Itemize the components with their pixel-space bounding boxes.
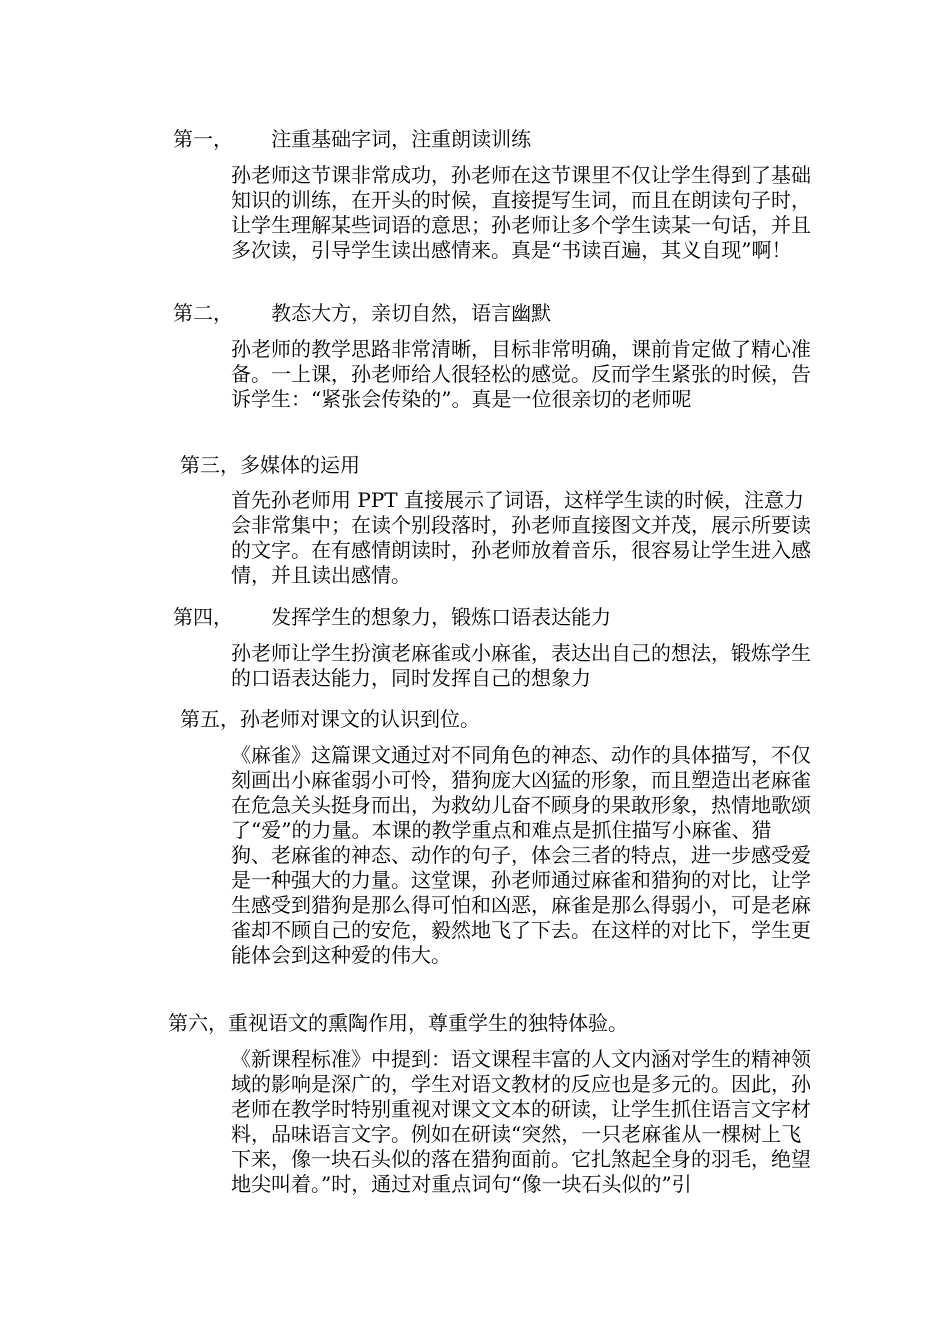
section-5-body: 《麻雀》这篇课文通过对不同角色的神态、动作的具体描写，不仅刻画出小麻雀弱小可怜，猎狗庞大凶猛的形象，而且塑造出老麻雀在危急关头挺身而出，为救幼儿奋不顾身的果敢形象，热情地歌颂了“爱”的力量。本课的教学重点和难点是抓住描写小麻雀、猎狗、老麻雀的神态、动作的句子，体会三者的特点，进一步感受爱是一种强大的力量。这堂课，孙老师通过麻雀和猎狗的对比，让学生感受到猎狗是那么得可怕和凶恶，麻雀是那么得弱小，可是老麻雀却不顾自己的安危，毅然地飞了下去。在这样的对比下，学生更能体会到这种爱的伟大。	[231, 743, 811, 967]
section-2-heading: 第二， 教态大方，亲切自然，语言幽默	[173, 301, 552, 325]
section-6-heading: 第六，重视语文的熏陶作用，尊重学生的独特体验。	[168, 1011, 628, 1035]
section-6-body: 《新课程标准》中提到：语文课程丰富的人文内涵对学生的精神领域的影响是深广的，学生对语文教材的反应也是多元的。因此，孙老师在教学时特别重视对课文文本的研读，让学生抓住语言文字材料，品味语言文字。例如在研读“突然，一只老麻雀从一棵树上飞下来，像一块石头似的落在猎狗面前。它扎煞起全身的羽毛，绝望地尖叫着。”时，通过对重点词句“像一块石头似的”引	[231, 1047, 811, 1196]
section-3-heading: 第三，多媒体的运用	[180, 453, 360, 477]
section-5-heading: 第五，孙老师对课文的认识到位。	[180, 707, 480, 731]
section-1-heading: 第一， 注重基础字词，注重朗读训练	[173, 127, 532, 151]
section-2-body: 孙老师的教学思路非常清晰，目标非常明确，课前肯定做了精心准备。一上课，孙老师给人很轻松的感觉。反而学生紧张的时候，告诉学生：“紧张会传染的”。真是一位很亲切的老师呢	[231, 337, 811, 411]
section-4-body: 孙老师让学生扮演老麻雀或小麻雀，表达出自己的想法，锻炼学生的口语表达能力，同时发挥自己的想象力	[231, 641, 811, 690]
section-1-body: 孙老师这节课非常成功，孙老师在这节课里不仅让学生得到了基础知识的训练，在开头的时候，直接提写生词，而且在朗读句子时，让学生理解某些词语的意思；孙老师让多个学生读某一句话，并且多次读，引导学生读出感情来。真是“书读百遍，其义自现”啊！	[231, 163, 811, 262]
section-3-body: 首先孙老师用 PPT 直接展示了词语，这样学生读的时候，注意力会非常集中；在读个别段落时，孙老师直接图文并茂，展示所要读的文字。在有感情朗读时，孙老师放着音乐，很容易让学生进入感情，并且读出感情。	[231, 488, 811, 587]
section-4-heading: 第四， 发挥学生的想象力，锻炼口语表达能力	[173, 605, 612, 629]
